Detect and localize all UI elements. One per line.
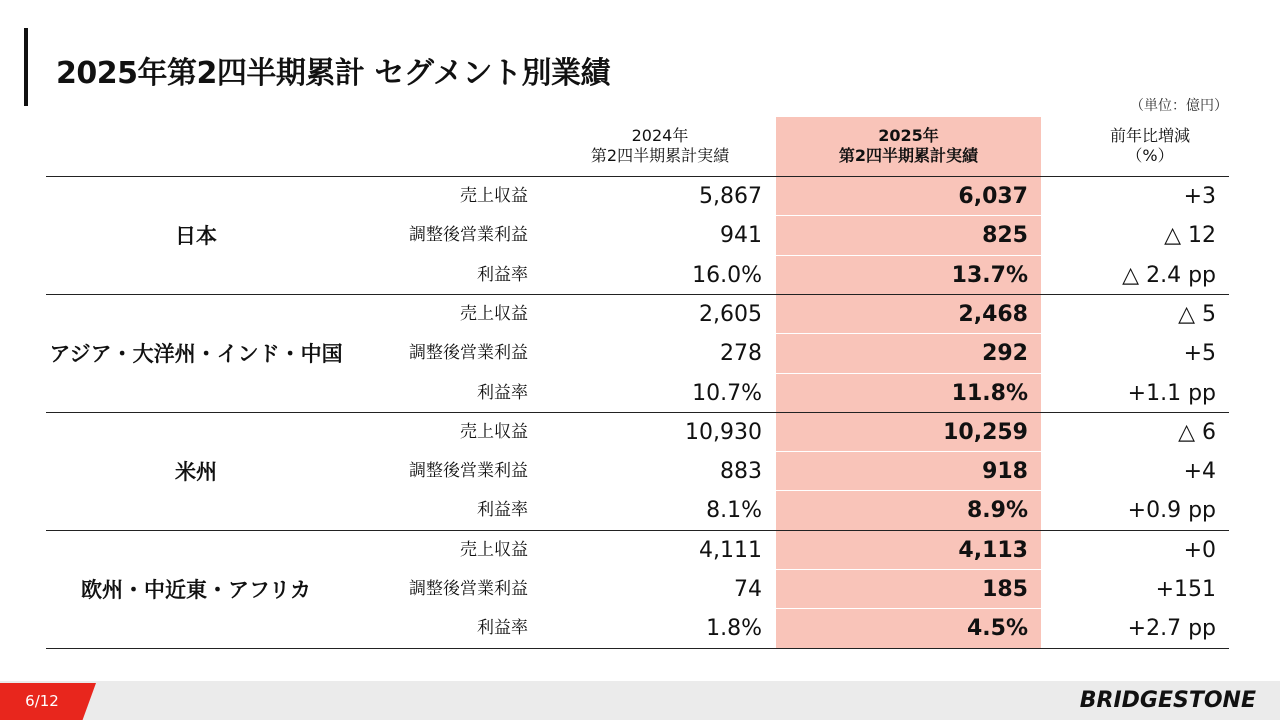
- value-yoy-change: +0: [1183, 537, 1216, 563]
- value-2025: 13.7%: [951, 262, 1028, 288]
- metric-label: 利益率: [477, 618, 528, 639]
- value-2024: 74: [734, 577, 762, 602]
- metric-label: 調整後営業利益: [409, 461, 528, 482]
- metric-label: 利益率: [477, 382, 528, 403]
- segment-name: アジア・大洋州・インド・中国: [49, 341, 343, 366]
- column-header-2025: [776, 126, 1041, 166]
- highlight-row-divider: [776, 373, 1041, 374]
- value-2025: 8.9%: [966, 498, 1028, 524]
- highlight-row-divider: [776, 255, 1041, 256]
- value-2025: 4,113: [958, 537, 1028, 563]
- segment-name: 米州: [175, 459, 217, 484]
- page-number: 6/12: [25, 692, 59, 710]
- highlight-row-divider: [776, 490, 1041, 491]
- value-2024: 278: [720, 341, 762, 367]
- value-yoy-change: +1.1 pp: [1127, 380, 1216, 406]
- column-header-yoy-line1: 前年比増減: [1109, 126, 1190, 145]
- metric-label: 調整後営業利益: [409, 579, 528, 599]
- value-2025: 185: [982, 577, 1028, 602]
- unit-note: （単位：億円）: [1130, 98, 1228, 114]
- value-yoy-change: +3: [1183, 184, 1216, 209]
- metric-label: 売上収益: [460, 186, 528, 206]
- value-2024: 8.1%: [706, 498, 762, 524]
- value-yoy-change: △ 5: [1178, 301, 1216, 327]
- column-header-yoy: [1060, 126, 1240, 166]
- value-2025: 11.8%: [951, 380, 1028, 406]
- value-2024: 5,867: [699, 184, 762, 209]
- metric-label: 売上収益: [460, 539, 528, 560]
- value-2025: 825: [982, 223, 1028, 249]
- metric-label: 売上収益: [460, 421, 528, 442]
- segment-divider: [46, 648, 1229, 649]
- value-yoy-change: +0.9 pp: [1127, 498, 1216, 524]
- value-2024: 941: [720, 223, 762, 249]
- column-header-2024-line2: 第2四半期累計実績: [590, 146, 730, 165]
- value-2024: 16.0%: [692, 262, 762, 288]
- value-yoy-change: +4: [1183, 459, 1216, 485]
- table-top-rule: [46, 176, 1229, 177]
- column-header-2025-line1: 2025年: [878, 126, 939, 145]
- highlight-row-divider: [776, 333, 1041, 334]
- title-accent-bar: [24, 28, 28, 106]
- column-header-2024-line1: 2024年: [631, 126, 689, 145]
- value-yoy-change: △ 12: [1164, 223, 1216, 249]
- value-yoy-change: △ 6: [1178, 419, 1216, 445]
- metric-label: 調整後営業利益: [409, 225, 528, 246]
- segment-divider: [46, 530, 1229, 531]
- segment-divider: [46, 294, 1229, 295]
- value-2025: 2,468: [958, 301, 1028, 327]
- value-2025: 292: [982, 341, 1028, 367]
- value-yoy-change: +151: [1155, 577, 1216, 602]
- metric-label: 利益率: [477, 264, 528, 285]
- value-2025: 6,037: [958, 184, 1028, 209]
- segment-divider: [46, 412, 1229, 413]
- value-2025: 918: [982, 459, 1028, 485]
- bridgestone-logo: BRIDGESTONE: [1079, 688, 1256, 713]
- value-2025: 10,259: [943, 419, 1028, 445]
- value-2024: 1.8%: [706, 616, 762, 642]
- value-2024: 4,111: [699, 537, 762, 563]
- value-yoy-change: +5: [1183, 341, 1216, 367]
- value-yoy-change: △ 2.4 pp: [1122, 262, 1216, 288]
- value-yoy-change: +2.7 pp: [1127, 616, 1216, 642]
- value-2024: 883: [720, 459, 762, 485]
- highlight-row-divider: [776, 569, 1041, 570]
- column-header-yoy-line2: （%）: [1126, 146, 1174, 165]
- highlight-row-divider: [776, 608, 1041, 609]
- value-2024: 2,605: [699, 301, 762, 327]
- value-2024: 10,930: [685, 419, 762, 445]
- metric-label: 売上収益: [460, 303, 528, 324]
- highlight-row-divider: [776, 215, 1041, 216]
- highlight-row-divider: [776, 451, 1041, 452]
- segment-name: 欧州・中近東・アフリカ: [81, 577, 311, 602]
- column-header-2025-line2: 第2四半期累計実績: [838, 146, 979, 165]
- metric-label: 利益率: [477, 500, 528, 521]
- value-2025: 4.5%: [966, 616, 1028, 642]
- column-header-2024: [560, 126, 760, 166]
- segment-name: 日本: [175, 223, 217, 248]
- page-title: 2025年第2四半期累計 セグメント別業績: [56, 56, 611, 91]
- metric-label: 調整後営業利益: [409, 343, 528, 364]
- value-2024: 10.7%: [692, 380, 762, 406]
